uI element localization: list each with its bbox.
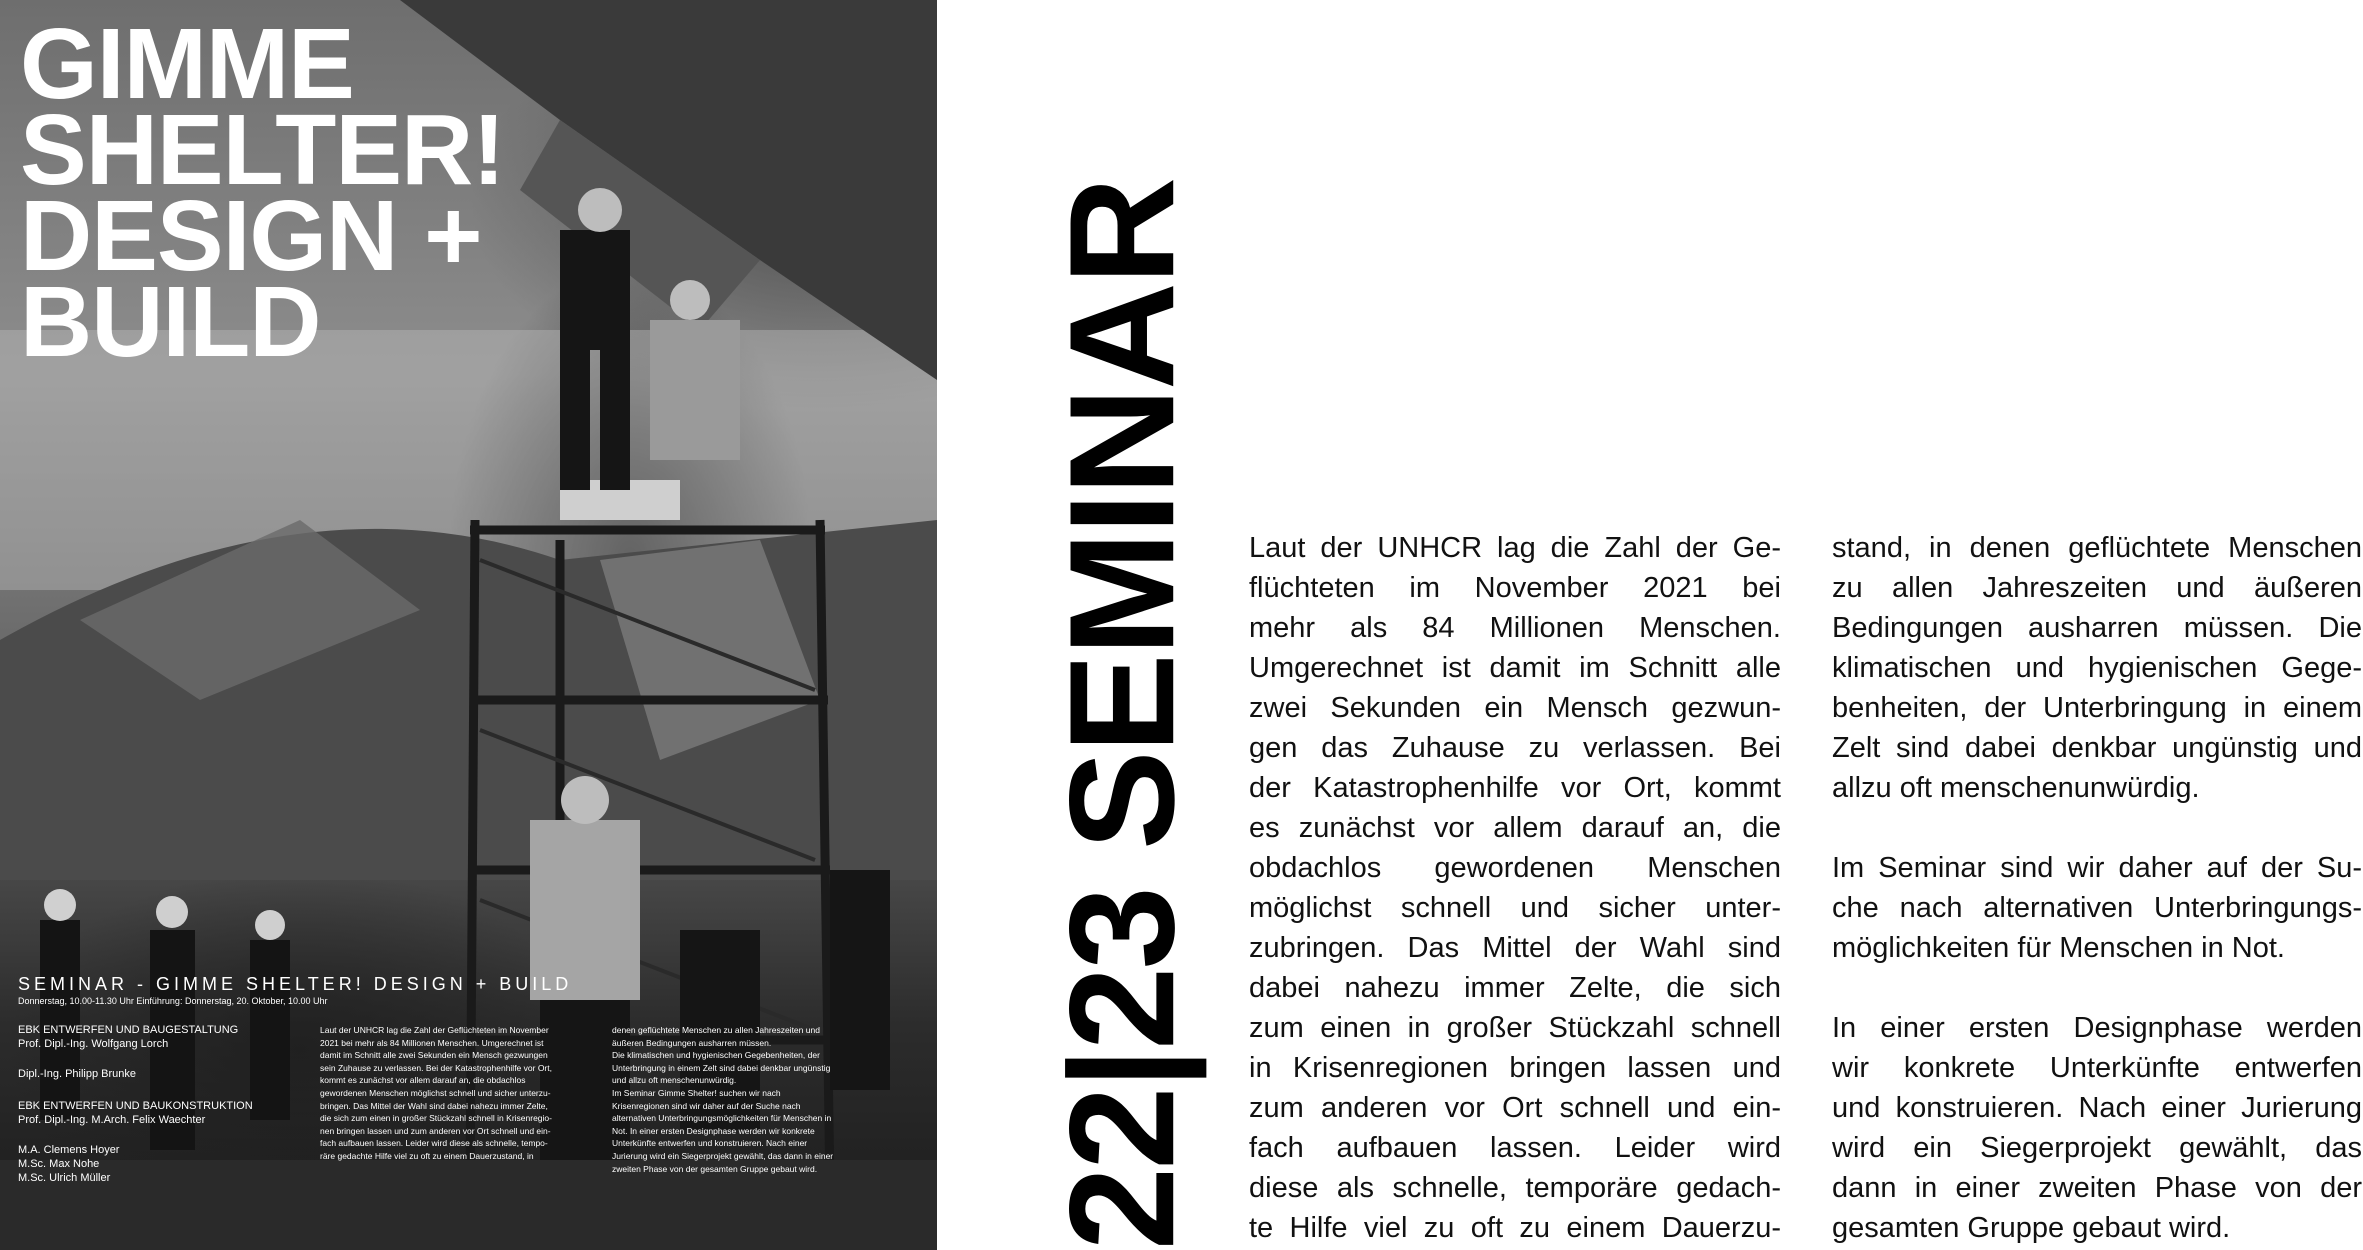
body-line: möglichkeiten für Menschen in Not. <box>1832 932 2285 964</box>
poster <box>0 0 937 1250</box>
poster-staff-line: M.A. Clemens Hoyer <box>18 1144 120 1156</box>
poster-text-line: Unterkünfte entwerfen und konstruieren. Nach einer <box>612 1138 808 1149</box>
body-line: flüchteten im November 2021 bei <box>1249 572 1781 604</box>
body-line: Zelt sind dabei denkbar ungünstig und <box>1832 732 2362 764</box>
body-line: der Katastrophenhilfe vor Ort, kommt <box>1249 772 1781 804</box>
body-line: allzu oft menschenunwürdig. <box>1832 772 2200 804</box>
body-line: zubringen. Das Mittel der Wahl sind <box>1249 932 1781 964</box>
poster-text-line: bringen. Das Mittel der Wahl sind dabei nahezu immer Zelte, <box>320 1100 548 1111</box>
poster-title-line-3: DESIGN + <box>20 180 482 292</box>
body-line: klimatischen und hygienischen Gege- <box>1832 652 2362 684</box>
poster-text-line: Krisenregionen sind wir daher auf der Suche nach <box>612 1100 801 1111</box>
poster-title-line-1: GIMME <box>20 8 354 120</box>
paragraph-gap <box>1832 808 2362 848</box>
body-line: es zunächst vor allem darauf an, die <box>1249 812 1781 844</box>
body-line: gen das Zuhause zu verlassen. Bei <box>1249 732 1781 764</box>
poster-text-line: Laut der UNHCR lag die Zahl der Geflüchteten im November <box>320 1025 549 1035</box>
poster-text-line: Jurierung wird ein Siegerprojekt gewählt, das dann in einer <box>612 1150 834 1161</box>
body-line: benheiten, der Unterbringung in einem <box>1832 692 2362 724</box>
poster-text-line: die sich zum einen in großer Stückzahl schnell in Krisenregio- <box>320 1113 552 1124</box>
body-column-2 <box>1832 528 2362 1248</box>
poster-staff-line: Prof. Dipl.-Ing. M.Arch. Felix Waechter <box>18 1114 206 1126</box>
poster-text-line: fach aufbauen lassen. Leider wird diese als schnelle, tempo- <box>320 1138 548 1149</box>
body-line: zum einen in großer Stückzahl schnell <box>1249 1012 1781 1044</box>
body-line: diese als schnelle, temporäre gedach- <box>1249 1172 1781 1204</box>
poster-text-line: damit im Schnitt alle zwei Sekunden ein Mensch gezwungen <box>320 1050 548 1061</box>
poster-text-line: äußeren Bedingungen ausharren müssen. <box>612 1037 772 1048</box>
poster-staff-line: Dipl.-Ing. Philipp Brunke <box>18 1068 137 1080</box>
body-line: zwei Sekunden ein Mensch gezwun- <box>1249 692 1781 724</box>
poster-text-line: kommt es zunächst vor allem darauf an, die obdachlos <box>320 1075 526 1086</box>
body-line: Im Seminar sind wir daher auf der Su- <box>1832 852 2362 884</box>
body-line: zu allen Jahreszeiten und äußeren <box>1832 572 2362 604</box>
body-line: dabei nahezu immer Zelte, die sich <box>1249 972 1781 1004</box>
poster-text-line: denen geflüchtete Menschen zu allen Jahreszeiten und <box>612 1025 820 1035</box>
poster-text-line: 2021 bei mehr als 84 Millionen Menschen. Umgerechnet ist <box>320 1037 544 1048</box>
body-line: fach aufbauen lassen. Leider wird <box>1249 1132 1781 1164</box>
poster-title-line-4: BUILD <box>20 266 321 378</box>
poster-text-line: räre gedachte Hilfe viel zu oft zu einem Dauerzustand, in <box>320 1150 534 1161</box>
poster-text-column-2 <box>612 1024 887 1175</box>
poster-staff-line: EBK ENTWERFEN UND BAUGESTALTUNG <box>18 1024 239 1036</box>
body-line: dann in einer zweiten Phase von der <box>1832 1172 2362 1204</box>
poster-text-line: Unterbringung in einem Zelt sind dabei denkbar ungünstig <box>612 1062 831 1073</box>
body-line: In einer ersten Designphase werden <box>1832 1012 2362 1044</box>
body-column-1 <box>1249 528 1781 1248</box>
body-line: zum anderen vor Ort schnell und ein- <box>1249 1092 1781 1124</box>
vertical-heading: 22|23 SEMINAR <box>1039 179 1207 1250</box>
body-line: Bedingungen ausharren müssen. Die <box>1832 612 2362 644</box>
body-line: obdachlos gewordenen Menschen <box>1249 852 1781 884</box>
poster-text-line: nen bringen lassen und zum anderen vor Ort schnell und ein- <box>320 1125 551 1136</box>
poster-text-column-1 <box>320 1024 590 1163</box>
body-line: Umgerechnet ist damit im Schnitt alle <box>1249 652 1781 684</box>
poster-text-line: Im Seminar Gimme Shelter! suchen wir nach <box>612 1087 781 1098</box>
poster-staff-line: EBK ENTWERFEN UND BAUKONSTRUKTION <box>18 1100 253 1112</box>
body-line: Laut der UNHCR lag die Zahl der Ge- <box>1249 532 1781 564</box>
poster-seminar-dates: Donnerstag, 10.00-11.30 Uhr Einführung: Donnerstag, 20. Oktober, 10.00 Uhr <box>18 996 328 1006</box>
body-line: wir konkrete Unterkünfte entwerfen <box>1832 1052 2362 1084</box>
poster-staff-line: M.Sc. Ulrich Müller <box>18 1172 111 1184</box>
poster-staff-line: Prof. Dipl.-Ing. Wolfgang Lorch <box>18 1038 169 1050</box>
poster-text-line: gewordenen Menschen möglichst schnell und sicher unterzu- <box>320 1087 551 1098</box>
body-line: stand, in denen geflüchtete Menschen <box>1832 532 2362 564</box>
poster-text-line: und allzu oft menschenunwürdig. <box>612 1075 737 1086</box>
body-line: che nach alternativen Unterbringungs- <box>1832 892 2362 924</box>
poster-text-line: zweiten Phase von der gesamten Gruppe gebaut wird. <box>612 1163 818 1174</box>
body-line: te Hilfe viel zu oft zu einem Dauerzu- <box>1249 1212 1781 1244</box>
body-line: gesamten Gruppe gebaut wird. <box>1832 1212 2231 1244</box>
poster-seminar-label: SEMINAR - GIMME SHELTER! DESIGN + BUILD <box>18 974 573 994</box>
body-line: möglichst schnell und sicher unter- <box>1249 892 1781 924</box>
poster-text-line: sein Zuhause zu verlassen. Bei der Katastrophenhilfe vor Ort, <box>320 1062 552 1073</box>
body-line: wird ein Siegerprojekt gewählt, das <box>1832 1132 2362 1164</box>
poster-title-line-2: SHELTER! <box>20 94 505 206</box>
body-line: und konstruieren. Nach einer Jurierung <box>1832 1092 2362 1124</box>
poster-text-line: Not. In einer ersten Designphase werden wir konkrete <box>612 1125 815 1136</box>
poster-text-line: alternativen Unterbringungsmöglichkeiten für Menschen in <box>612 1113 832 1124</box>
paragraph-gap <box>1832 968 2362 1008</box>
poster-staff-line: M.Sc. Max Nohe <box>18 1158 100 1170</box>
body-line: mehr als 84 Millionen Menschen. <box>1249 612 1781 644</box>
body-line: in Krisenregionen bringen lassen und <box>1249 1052 1781 1084</box>
poster-text-line: Die klimatischen und hygienischen Gegebenheiten, der <box>612 1050 820 1061</box>
